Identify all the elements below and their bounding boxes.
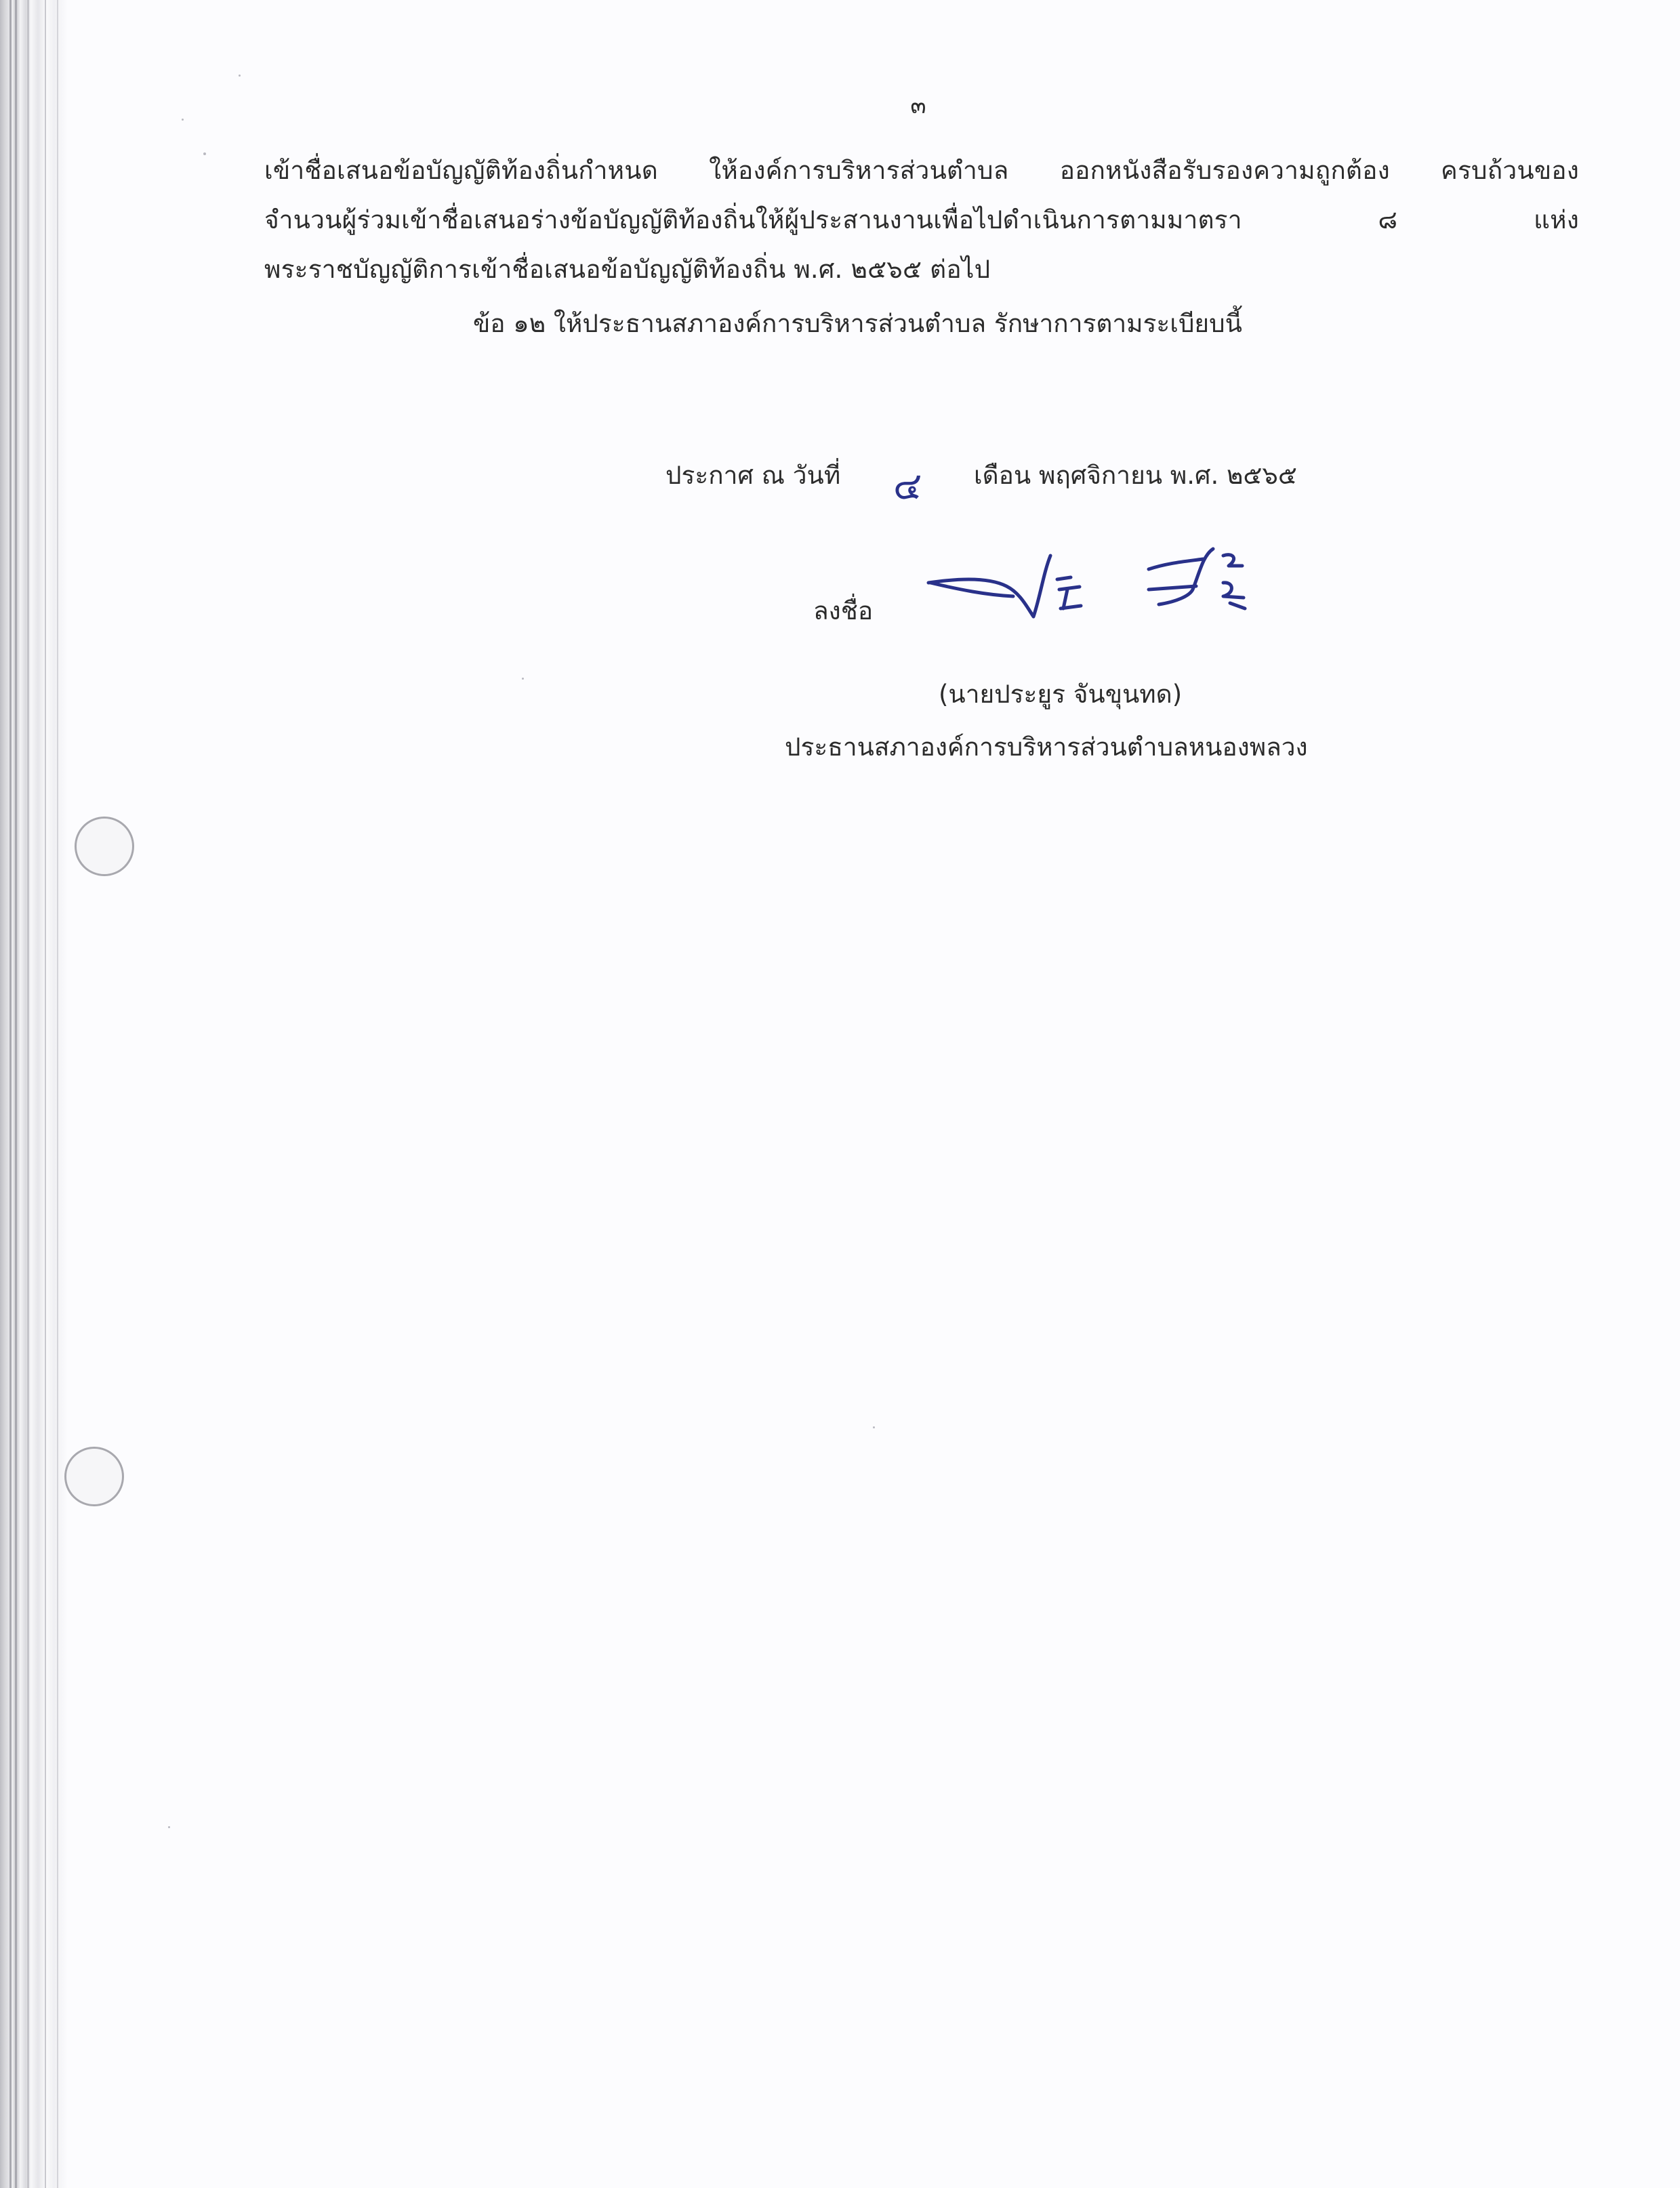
- binding-line: [27, 0, 29, 2188]
- punch-hole: [75, 817, 134, 876]
- clause-12: ข้อ ๑๒ ให้ประธานสภาองค์การบริหารส่วนตำบล รักษาการตามระเบียบนี้: [473, 309, 1242, 338]
- binding-line: [9, 0, 12, 2188]
- binding-edge: [0, 0, 68, 2188]
- paragraph-line: เข้าชื่อเสนอข้อบัญญัติท้องถิ่นกำหนด ให้องค์การบริหารส่วนตำบล ออกหนังสือรับรองความถูกต้อง ครบถ้วนของ: [264, 156, 1579, 185]
- binding-line: [57, 0, 58, 2188]
- paragraph-line: พระราชบัญญัติการเข้าชื่อเสนอข้อบัญญัติท้องถิ่น พ.ศ. ๒๕๖๕ ต่อไป: [264, 255, 991, 284]
- handwritten-day: ๔: [893, 464, 922, 508]
- signature-label: ลงชื่อ: [813, 596, 874, 625]
- handwritten-signature: [925, 542, 1305, 637]
- scan-speck: [182, 119, 184, 121]
- scan-speck: [203, 152, 206, 155]
- scan-speck: [168, 1826, 170, 1828]
- scan-speck: [873, 1426, 875, 1428]
- scan-speck: [522, 678, 524, 680]
- binding-line: [45, 0, 46, 2188]
- scan-speck: [239, 75, 241, 77]
- signatory-name: (นายประยูร จันขุนทด): [939, 680, 1183, 709]
- announcement-suffix: เดือน พฤศจิกายน พ.ศ. ๒๕๖๕: [974, 461, 1297, 490]
- paragraph-line: จำนวนผู้ร่วมเข้าชื่อเสนอร่างข้อบัญญัติท้องถิ่นให้ผู้ประสานงานเพื่อไปดำเนินการตามมาตรา ๘ แห่ง: [264, 205, 1579, 234]
- announcement-prefix: ประกาศ ณ วันที่: [665, 461, 841, 490]
- punch-hole: [64, 1447, 124, 1506]
- signatory-position: ประธานสภาองค์การบริหารส่วนตำบลหนองพลวง: [785, 732, 1308, 762]
- binding-line: [15, 0, 17, 2188]
- page-number: ๓: [910, 92, 926, 119]
